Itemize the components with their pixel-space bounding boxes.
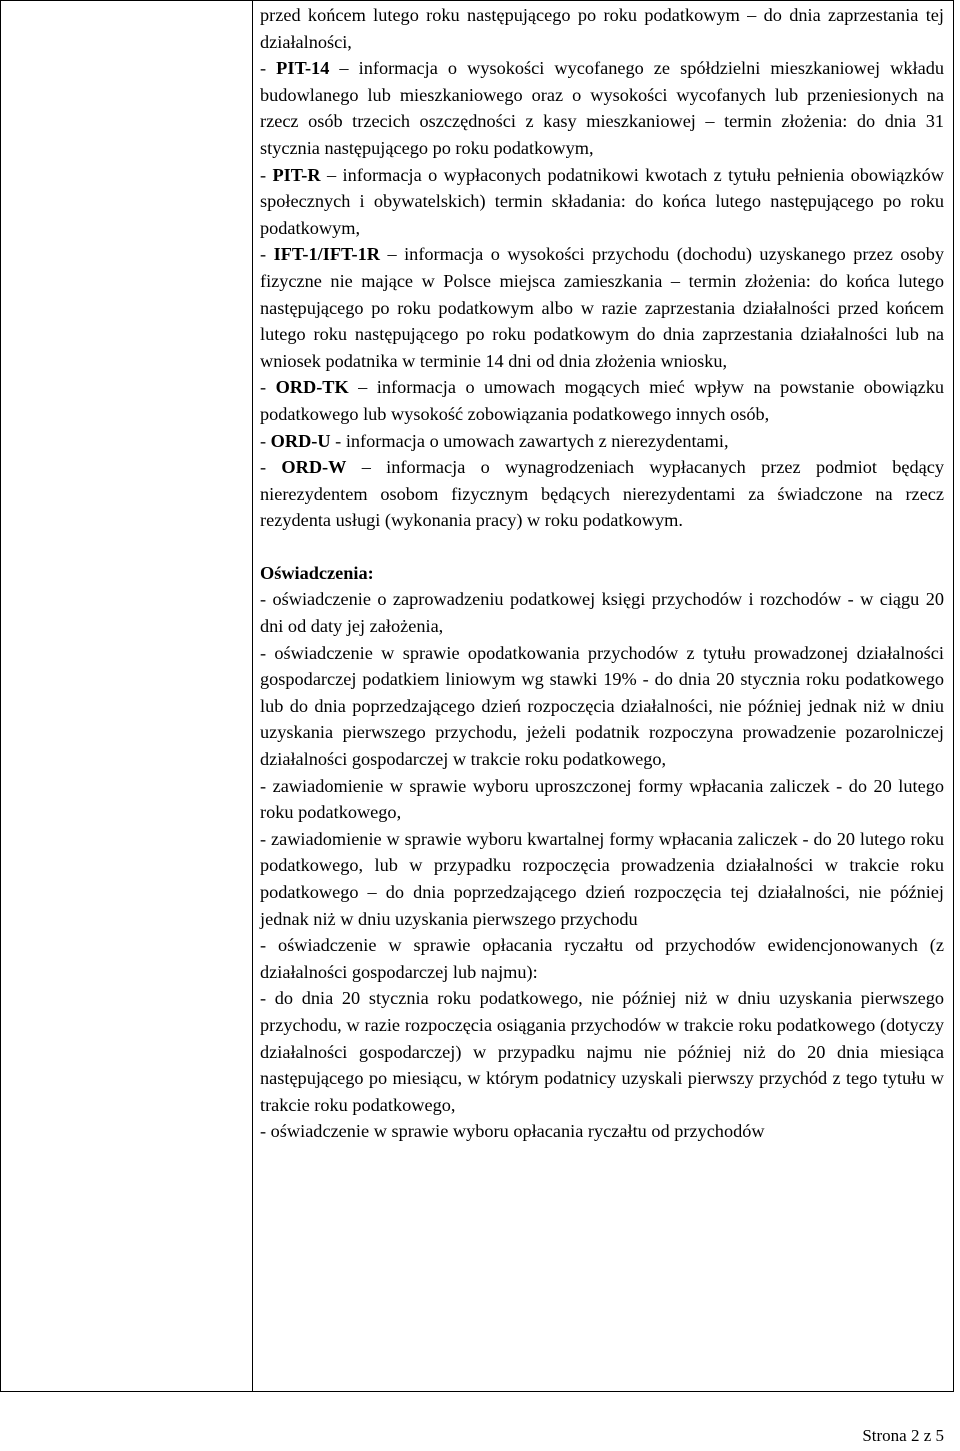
form-description: – informacja o wysokości wycofanego ze spółdzielni mieszkaniowej wkładu budowlanego lub mieszkaniowego oraz o wysokości wycofanych lub przeniesionych na rzecz osób trzecich oszczędności z kasy mieszkaniowej – termin złożenia: do dnia 31 stycznia następującego po roku podatkowym, [260,58,944,158]
list-item: - do dnia 20 stycznia roku podatkowego, nie później niż w dniu uzyskania pierwszego przychodu, w razie rozpoczęcia osiągania przychodów w trakcie roku podatkowego (dotyczy działalności gospodarczej) w przypadku najmu nie później niż do 20 dnia miesiąca następującego po miesiącu, w którym podatnicy uzyskali pierwszy przychód z tego tytułu w trakcie roku podatkowego, [260,988,944,1115]
section-gap [260,534,944,560]
form-description: - informacja o umowach zawartych z nierezydentami, [330,430,729,451]
list-item-ordw: - ORD-W – informacja o wynagrodzeniach wypłacanych przez podmiot będący nierezydentem osobom fizycznym będących nierezydentami za świadczone na rzecz rezydenta usługi (wykonania pracy) w roku podatkowym. [260,457,944,531]
list-item: - oświadczenie w sprawie opłacania ryczałtu od przychodów ewidencjonowanych (z działalności gospodarczej lub najmu): [260,935,944,982]
form-code: PIT-14 [276,58,330,79]
form-description: – informacja o umowach mogących mieć wpływ na powstanie obowiązku podatkowego lub wysokość zobowiązania podatkowego innych osób, [260,377,944,424]
paragraph-continuation: przed końcem lutego roku następującego po roku podatkowym – do dnia zaprzestania tej działalności, [260,5,944,52]
form-code: PIT-R [272,164,321,185]
page-number: Strona 2 z 5 [862,1426,944,1445]
list-item-pitr: - PIT-R – informacja o wypłaconych podatnikowi kwotach z tytułu pełnienia obowiązków społecznych i obywatelskich) termin składania: do końca lutego następującego po roku podatkowym, [260,164,944,238]
list-item: - oświadczenie w sprawie opodatkowania przychodów z tytułu prowadzonej działalności gospodarczej podatkiem liniowym wg stawki 19% - do dnia 20 stycznia roku podatkowego lub do dnia poprzedzającego dzień rozpoczęcia działalności, nie później jednak niż w dniu uzyskania pierwszego przychodu, jeżeli podatnik rozpoczyna prowadzenie pozarolniczej działalności gospodarczej w trakcie roku podatkowego, [260,642,944,770]
list-item-ift: - IFT-1/IFT-1R – informacja o wysokości przychodu (dochodu) uzyskanego przez osoby fizyczne nie mające w Polsce miejsca zamieszkania – termin złożenia: do końca lutego następującego po roku podatkowym albo w razie zaprzestania działalności przed końcem lutego roku następującego po roku podatkowym do dnia zaprzestania działalności lub na wniosek podatnika w terminie 14 dni od dnia złożenia wniosku, [260,244,944,371]
column-divider [252,1,253,1391]
section-heading: Oświadczenia: [260,562,374,583]
form-code: ORD-TK [275,377,349,398]
list-item-pit14: - PIT-14 – informacja o wysokości wycofanego ze spółdzielni mieszkaniowej wkładu budowlanego lub mieszkaniowego oraz o wysokości wycofanych lub przeniesionych na rzecz osób trzecich oszczędności z kasy mieszkaniowej – termin złożenia: do dnia 31 stycznia następującego po roku podatkowym, [260,58,944,158]
content-cell [260,2,944,1145]
list-item: - zawiadomienie w sprawie wyboru uproszczonej formy wpłacania zaliczek - do 20 lutego roku podatkowego, [260,775,944,823]
list-item: - oświadczenie o zaprowadzeniu podatkowej księgi przychodów i rozchodów - w ciągu 20 dni od daty jej założenia, [260,589,944,637]
form-description: – informacja o wynagrodzeniach wypłacanych przez podmiot będący nierezydentem osobom fizycznym będących nierezydentami za świadczone na rzecz rezydenta usługi (wykonania pracy) w roku podatkowym. [260,457,944,531]
form-code: IFT-1/IFT-1R [273,244,380,265]
form-description: – informacja o wypłaconych podatnikowi kwotach z tytułu pełnienia obowiązków społecznych i obywatelskich) termin składania: do końca lutego następującego po roku podatkowym, [260,164,944,238]
form-code: ORD-U [270,430,331,451]
list-item: - oświadczenie w sprawie wyboru opłacania ryczałtu od przychodów [260,1121,765,1142]
form-description: – informacja o wysokości przychodu (dochodu) uzyskanego przez osoby fizyczne nie mające w Polsce miejsca zamieszkania – termin złożenia: do końca lutego następującego po roku podatkowym albo w razie zaprzestania działalności przed końcem lutego roku następującego po roku podatkowym do dnia zaprzestania działalności lub na wniosek podatnika w terminie 14 dni od dnia złożenia wniosku, [260,244,944,371]
list-item-ordtk: - ORD-TK – informacja o umowach mogących mieć wpływ na powstanie obowiązku podatkowego lub wysokość zobowiązania podatkowego innych osób, [260,377,944,424]
form-code: ORD-W [281,457,347,478]
list-item-ordu: - ORD-U - informacja o umowach zawartych z nierezydentami, [260,430,729,451]
list-item: - zawiadomienie w sprawie wyboru kwartalnej formy wpłacania zaliczek - do 20 lutego roku podatkowego, lub w przypadku rozpoczęcia prowadzenia działalności w trakcie roku podatkowego – do dnia poprzedzającego dzień rozpoczęcia tej działalności, nie później jednak niż w dniu uzyskania pierwszego przychodu [260,828,944,929]
